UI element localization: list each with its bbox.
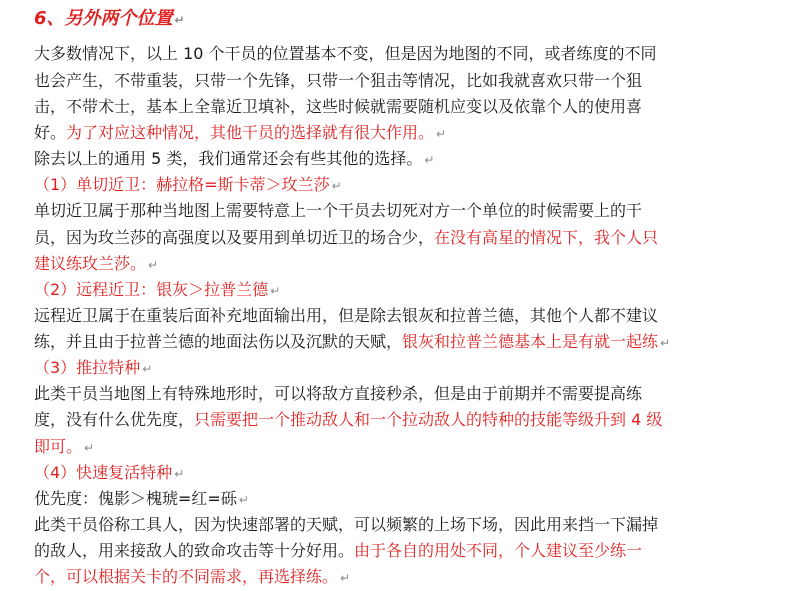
text-line bbox=[34, 251, 158, 278]
text-line bbox=[34, 538, 642, 564]
text-line bbox=[34, 146, 434, 173]
paragraph-mark-icon: ↵ bbox=[340, 571, 351, 585]
highlight-text: 在没有高星的情况下，我个人只 bbox=[434, 228, 659, 247]
paragraph-mark-icon: ↵ bbox=[148, 258, 159, 272]
paragraph-mark-icon: ↵ bbox=[174, 13, 185, 27]
text-line bbox=[34, 68, 642, 94]
paragraph-mark-icon: ↵ bbox=[174, 467, 185, 481]
body-text: 远程近卫属于在重装后面补充地面输出用，但是除去银灰和拉普兰德，其他个人都不建议 bbox=[34, 306, 659, 325]
section-heading bbox=[34, 4, 185, 30]
paragraph-mark-icon: ↵ bbox=[142, 362, 153, 376]
body-text: 除去以上的通用 5 类，我们通常还会有些其他的选择。 bbox=[34, 149, 423, 168]
paragraph-mark-icon: ↵ bbox=[238, 493, 249, 507]
paragraph-mark-icon: ↵ bbox=[270, 284, 281, 298]
heading-text: 6、另外两个位置 bbox=[34, 8, 173, 29]
text-line bbox=[34, 355, 152, 382]
text-line bbox=[34, 329, 670, 356]
highlight-text: （1）单切近卫：赫拉格=斯卡蒂＞玫兰莎 bbox=[34, 175, 330, 194]
highlight-text: （4）快速复活特种 bbox=[34, 463, 173, 482]
highlight-text: 即可。 bbox=[34, 437, 83, 456]
paragraph-mark-icon: ↵ bbox=[424, 153, 435, 167]
paragraph-mark-icon: ↵ bbox=[436, 127, 447, 141]
highlight-text: （2）远程近卫：银灰＞拉普兰德 bbox=[34, 280, 269, 299]
highlight-text: （3）推拉特种 bbox=[34, 358, 141, 377]
text-line bbox=[34, 460, 184, 487]
text-line bbox=[34, 407, 662, 433]
highlight-text: 个，可以根据关卡的不同需求，再选择练。 bbox=[34, 567, 339, 586]
highlight-text: 由于各自的用处不同，个人建议至少练一 bbox=[354, 541, 643, 560]
text-line bbox=[34, 381, 642, 407]
paragraph-mark-icon: ↵ bbox=[84, 441, 95, 455]
paragraph-mark-icon: ↵ bbox=[331, 179, 342, 193]
text-line bbox=[34, 198, 642, 224]
paragraph-mark-icon: ↵ bbox=[660, 336, 671, 350]
body-text: 也会产生，不带重装，只带一个先锋，只带一个狙击等情况，比如我就喜欢只带一个狙 bbox=[34, 71, 643, 90]
highlight-text: 银灰和拉普兰德基本上是有就一起练 bbox=[402, 332, 659, 351]
body-text: 击，不带术士，基本上全靠近卫填补，这些时候就需要随机应变以及依靠个人的使用喜 bbox=[34, 97, 643, 116]
text-line bbox=[34, 277, 280, 304]
text-line bbox=[34, 512, 658, 538]
text-line bbox=[34, 303, 658, 329]
body-text: 大多数情况下，以上 10 个干员的位置基本不变，但是因为地图的不同，或者练度的不同 bbox=[34, 44, 657, 63]
text-line bbox=[34, 172, 342, 199]
text-line bbox=[34, 94, 642, 120]
body-text: 练，并且由于拉普兰德的地面法伤以及沉默的天赋， bbox=[34, 332, 403, 351]
body-text: 此类干员当地图上有特殊地形时，可以将敌方直接秒杀，但是由于前期并不需要提高练 bbox=[34, 384, 643, 403]
body-text: 单切近卫属于那种当地图上需要特意上一个干员去切死对方一个单位的时候需要上的干 bbox=[34, 201, 643, 220]
text-line bbox=[34, 434, 94, 461]
body-text: 好。 bbox=[34, 123, 67, 142]
body-text: 此类干员俗称工具人，因为快速部署的天赋，可以频繁的上场下场，因此用来挡一下漏掉 bbox=[34, 515, 659, 534]
body-text: 员，因为玫兰莎的高强度以及要用到单切近卫的场合少， bbox=[34, 228, 435, 247]
text-line bbox=[34, 486, 249, 513]
text-line bbox=[34, 41, 657, 67]
body-text: 度，没有什么优先度， bbox=[34, 410, 195, 429]
text-line bbox=[34, 225, 658, 251]
body-text: 的敌人，用来接敌人的致命攻击等十分好用。 bbox=[34, 541, 355, 560]
body-text: 优先度：傀影＞槐琥=红=砾 bbox=[34, 489, 237, 508]
highlight-text: 为了对应这种情况，其他干员的选择就有很大作用。 bbox=[66, 123, 435, 142]
text-line bbox=[34, 120, 446, 147]
highlight-text: 只需要把一个推动敌人和一个拉动敌人的特种的技能等级升到 4 级 bbox=[194, 410, 663, 429]
highlight-text: 建议练玫兰莎。 bbox=[34, 254, 147, 273]
